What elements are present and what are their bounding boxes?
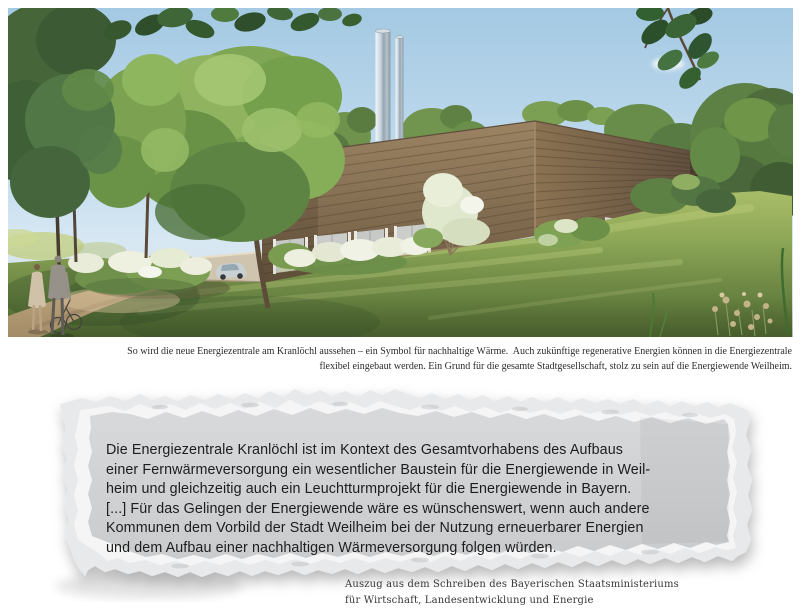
- note-source: [345, 577, 679, 608]
- note-line-1: Die Energiezentrale Kranlöchl ist im Kontext des Gesamtvorhabens des Aufbaus: [106, 442, 624, 458]
- paper-right-shading: [640, 417, 729, 544]
- paper-bottom-shadow: [55, 573, 245, 599]
- caption-line-2: flexibel eingebaut werden. Ein Grund für die gesamte Stadtgesellschaft, stolz zu sein auf die Energiewende Weilheim.: [319, 361, 792, 372]
- chimney-left: [376, 29, 391, 141]
- note-line-4: [...] Für das Gelingen der Energiewende wäre es wünschenswert, wenn auch andere: [106, 500, 650, 517]
- note-line-5: Kommunen dem Vorbild der Stadt Weilheim bei der Nutzung erneuerbarer Energien: [106, 520, 644, 537]
- source-line-1: Auszug aus dem Schreiben des Bayerischen Staatsministeriums: [345, 579, 679, 590]
- chimneys: [376, 29, 404, 141]
- rendering-photo: [8, 8, 793, 337]
- source-line-2: für Wirtschaft, Landesentwicklung und Energie: [345, 594, 594, 606]
- note-line-6: und dem Aufbau einer nachhaltigen Wärmeversorgung folgen würden.: [106, 539, 557, 556]
- note-quote: [106, 441, 650, 559]
- caption-line-1: So wird die neue Energiezentrale am Kranlöchl aussehen – ein Symbol für nachhaltige Wärme. Auch zukünftige regenerative Energien können in die Energiezentrale: [127, 346, 792, 357]
- note-line-2: einer Fernwärmeversorgung ein wesentlicher Baustein für die Energiewende in Weil-: [106, 461, 651, 478]
- note-line-3: heim und gleichzeitig auch ein Leuchtturmprojekt für die Energiewende in Bayern.: [106, 481, 632, 498]
- chimney-right: [396, 36, 404, 141]
- photo-caption: [8, 344, 792, 374]
- car: [216, 263, 246, 280]
